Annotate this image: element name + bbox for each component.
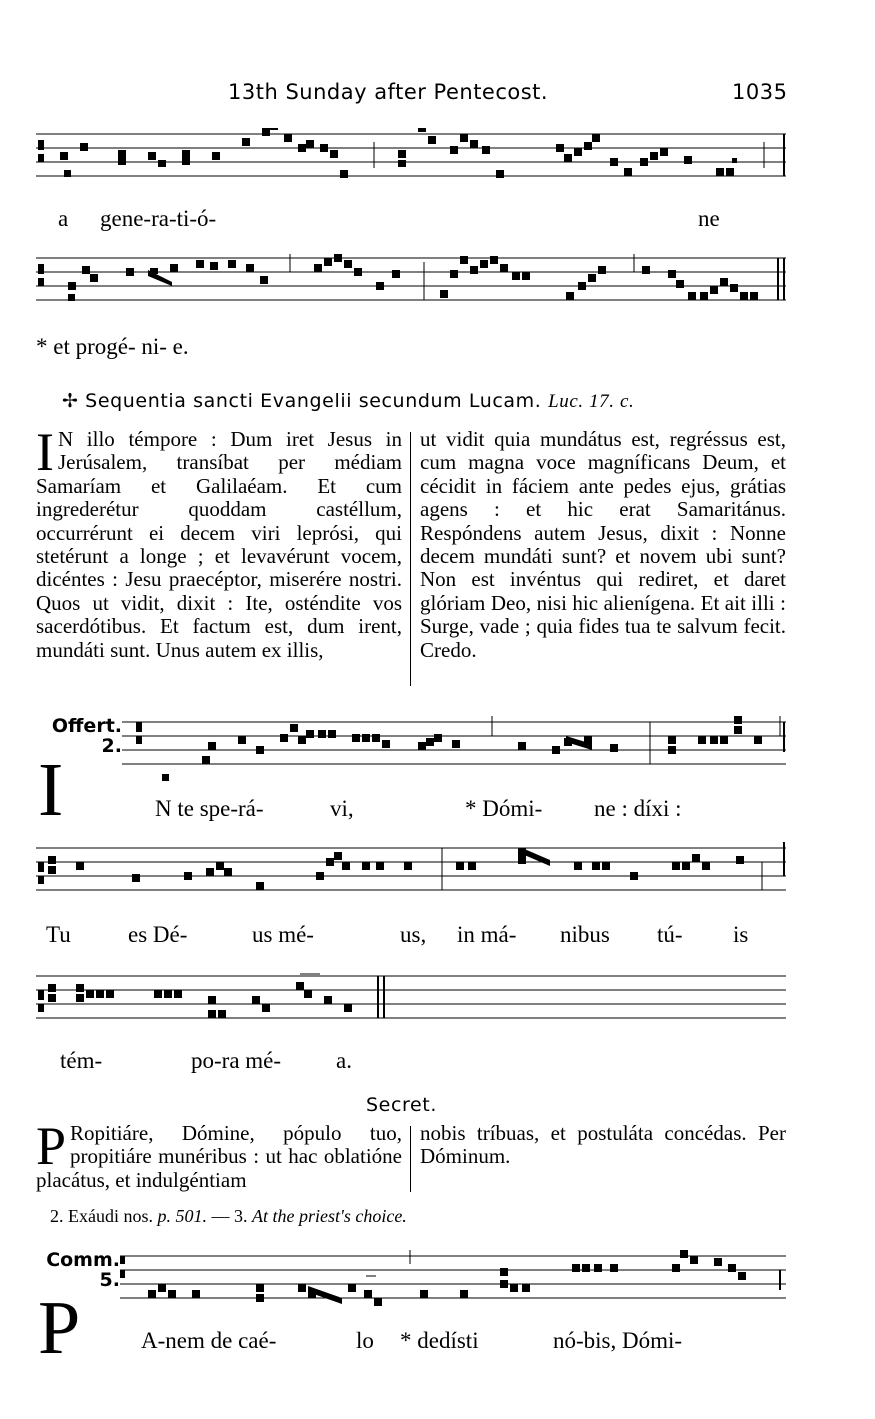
gospel-heading — [62, 390, 634, 413]
chant-staff-1 — [36, 128, 786, 188]
lyric-panem: A-nem de caé- — [141, 1328, 277, 1353]
offertory-staff-1 — [122, 716, 786, 782]
lyric-is: is — [733, 922, 749, 947]
lyric-in-ma: in má- — [457, 922, 517, 947]
gospel-column-right — [420, 428, 786, 662]
page-number: 1035 — [732, 80, 788, 104]
communion-mode: 5. — [99, 1269, 120, 1291]
footnote-page-ref: p. 501. — [157, 1206, 207, 1226]
lyric-a: a — [58, 206, 69, 231]
offertory-initial: I — [38, 748, 64, 832]
secret-column-divider — [410, 1126, 411, 1192]
communion-label — [36, 1250, 120, 1290]
lyric-us: us, — [400, 922, 427, 947]
lyric-tem: tém- — [60, 1048, 103, 1073]
gospel-dropcap: I — [36, 422, 54, 482]
communion-staff-1 — [120, 1250, 786, 1314]
staff-lines — [120, 1250, 786, 1314]
secret-dropcap: P — [36, 1116, 67, 1176]
staff-lines — [36, 252, 786, 314]
staff-lines — [36, 128, 786, 188]
column-divider — [410, 432, 411, 686]
footnote — [50, 1206, 407, 1227]
lyric-ne: ne — [698, 206, 720, 231]
lyric-ne-dixi: ne : díxi : — [594, 796, 682, 821]
secret-column-right — [420, 1122, 786, 1169]
running-header — [228, 80, 548, 104]
lyric-dedisti: * dedísti — [400, 1328, 479, 1353]
gospel-text-left: N illo témpore : Dum iret Jesus in Jerúsalem, transíbat per médiam Samaríam et Galilaéam. Et cum ingrederétur quoddam castéllum, occurrérunt ei decem viri leprósi, qui stetérunt a longe ; et levavérunt vocem, dicéntes : Jesu praecéptor, miserére nostri. Quos ut vidit, dixit : Ite, osténdite vos sacerdótibus. Et factum est, dum irent, mundáti sunt. Unus autem ex illis, — [36, 427, 402, 662]
lyric-et-progenie: * et progé- ni- e. — [36, 334, 189, 359]
staff-lines — [122, 716, 786, 782]
staff-lines — [36, 970, 786, 1030]
communion-initial: P — [38, 1286, 81, 1370]
lyric-es-deus: es Dé- — [128, 922, 188, 947]
staff-lines — [36, 842, 786, 902]
lyric-generatione: gene-ra-ti-ó- — [100, 206, 217, 231]
lyric-a-end: a. — [336, 1048, 352, 1073]
gospel-column-left — [36, 422, 402, 662]
gospel-text-right: ut vidit quia mundátus est, regréssus est, cum magna voce magníficans Deum, et cécidit in fáciem ante pedes ejus, grátias agens : et hic erat Samaritánus. Respóndens autem Jesus, dixit : Nonne decem mundáti sunt? et novem ubi sunt? Non est invéntus qui rediret, et daret glóriam Deo, nisi hic alienígena. Et ait illi : Surge, vade ; quia fides tua te salvum fecit. Credo. — [420, 427, 786, 662]
secret-heading: Secret. — [366, 1094, 437, 1116]
offertory-mode: 2. — [101, 735, 122, 757]
lyric-nibus: nibus — [560, 922, 610, 947]
page-header-title: 13th Sunday after Pentecost. — [228, 80, 549, 104]
lyric-domine: * Dómi- — [465, 796, 543, 821]
chant-staff-2 — [36, 252, 786, 314]
offertory-staff-3 — [36, 970, 786, 1030]
secret-text-left: Ropitiáre, Dómine, pópulo tuo, propitiáre munéribus : ut hac oblatióne placátus, et indulgéntiam — [36, 1121, 402, 1192]
footnote-part1: 2. Exáudi nos. — [50, 1206, 153, 1226]
gospel-reference: Luc. 17. c. — [548, 391, 635, 412]
lyric-pora-me: po-ra mé- — [191, 1048, 282, 1073]
lyric-us-me: us mé- — [252, 922, 314, 947]
lyric-tu: Tu — [46, 922, 71, 947]
secret-text-right: nobis tríbuas, et postuláta concédas. Per Dóminum. — [420, 1121, 786, 1169]
footnote-choice: At the priest's choice. — [252, 1206, 407, 1226]
lyric-in-te-speravi: N te spe-rá- — [155, 796, 264, 821]
secret-column-left — [36, 1116, 402, 1192]
lyric-tu-2: tú- — [657, 922, 683, 947]
offertory-label-text: Offert. — [51, 715, 122, 737]
cross-icon: ✢ — [62, 390, 79, 412]
gospel-heading-text: Sequentia sancti Evangelii secundum Lucam. — [85, 390, 542, 412]
lyric-nobis-domi: nó-bis, Dómi- — [553, 1328, 683, 1353]
communion-label-text: Comm. — [46, 1249, 120, 1271]
offertory-staff-2 — [36, 842, 786, 902]
footnote-sep: — 3. — [211, 1206, 248, 1226]
lyric-lo: lo — [356, 1328, 374, 1353]
lyric-vi: vi, — [330, 796, 354, 821]
